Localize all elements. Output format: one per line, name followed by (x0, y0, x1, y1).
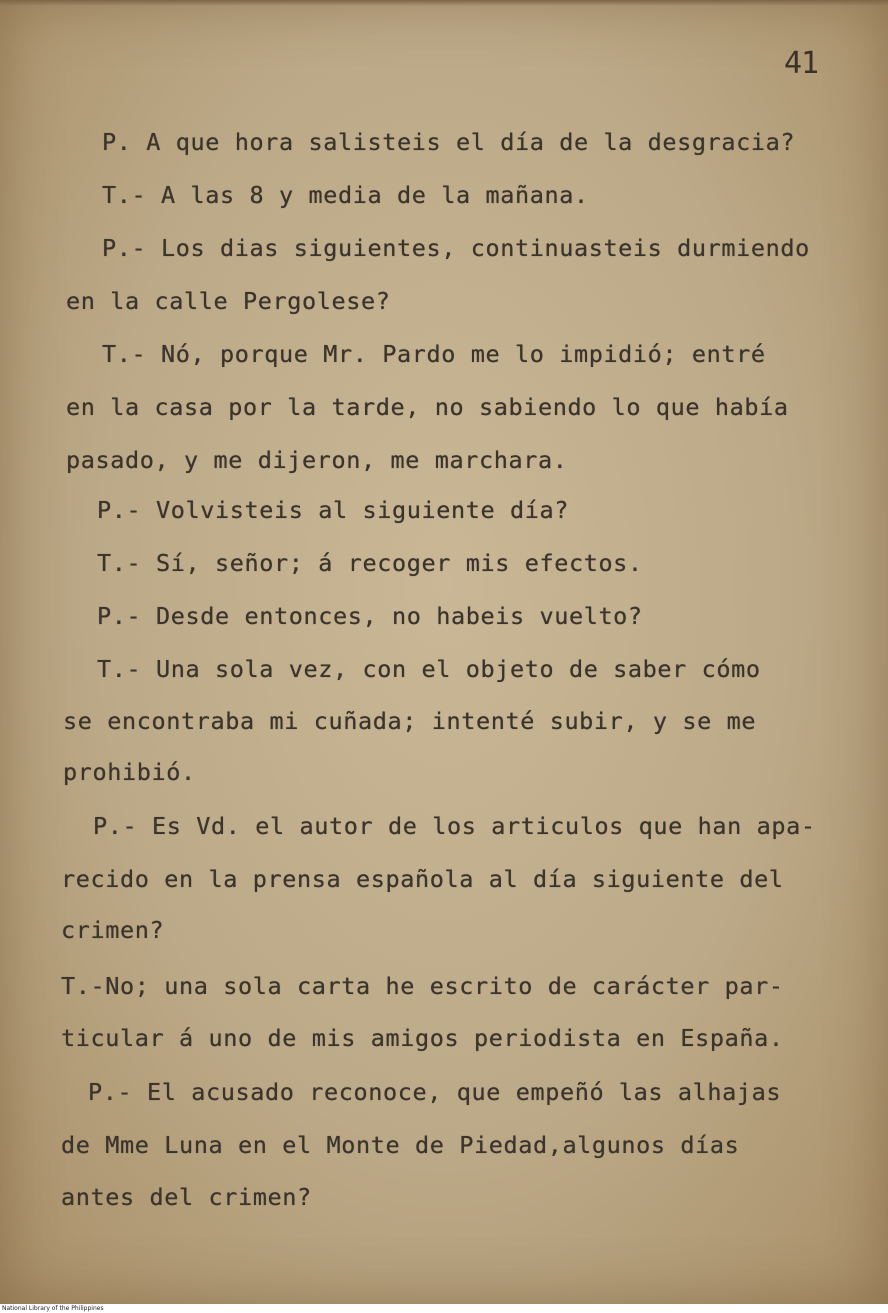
text-line: crimen? (61, 916, 165, 944)
footer-credit: National Library of the Philippines (2, 1305, 104, 1312)
text-line: T.-No; una sola carta he escrito de carácter par- (61, 972, 784, 1000)
page-top-edge (0, 0, 888, 6)
text-line: P.- Desde entonces, no habeis vuelto? (97, 602, 643, 630)
text-line: P.- El acusado reconoce, que empeñó las alhajas (88, 1078, 782, 1106)
page-number: 41 (784, 46, 819, 81)
text-line: T.- A las 8 y media de la mañana. (102, 181, 589, 209)
text-line: recido en la prensa española al día siguiente del (61, 865, 784, 893)
text-line: en la calle Pergolese? (66, 287, 391, 315)
text-line: T.- Nó, porque Mr. Pardo me lo impidió; entré (102, 340, 766, 368)
text-line: en la casa por la tarde, no sabiendo lo que había (66, 393, 789, 421)
text-line: antes del crimen? (61, 1183, 312, 1211)
text-line: T.- Una sola vez, con el objeto de saber cómo (97, 655, 761, 683)
text-line: ticular á uno de mis amigos periodista en España. (61, 1024, 784, 1052)
text-line: de Mme Luna en el Monte de Piedad,algunos días (61, 1131, 740, 1159)
footer-credit-bar (0, 1304, 888, 1313)
text-line: prohibió. (63, 758, 196, 786)
text-line: se encontraba mi cuñada; intenté subir, y se me (63, 707, 757, 735)
text-line: pasado, y me dijeron, me marchara. (66, 446, 568, 474)
text-line: P.- Es Vd. el autor de los articulos que han apa- (93, 812, 816, 840)
text-line: T.- Sí, señor; á recoger mis efectos. (97, 549, 643, 577)
text-line: P. A que hora salisteis el día de la desgracia? (102, 128, 796, 156)
text-line: P.- Los dias siguientes, continuasteis durmiendo (102, 234, 810, 262)
text-line: P.- Volvisteis al siguiente día? (97, 496, 569, 524)
